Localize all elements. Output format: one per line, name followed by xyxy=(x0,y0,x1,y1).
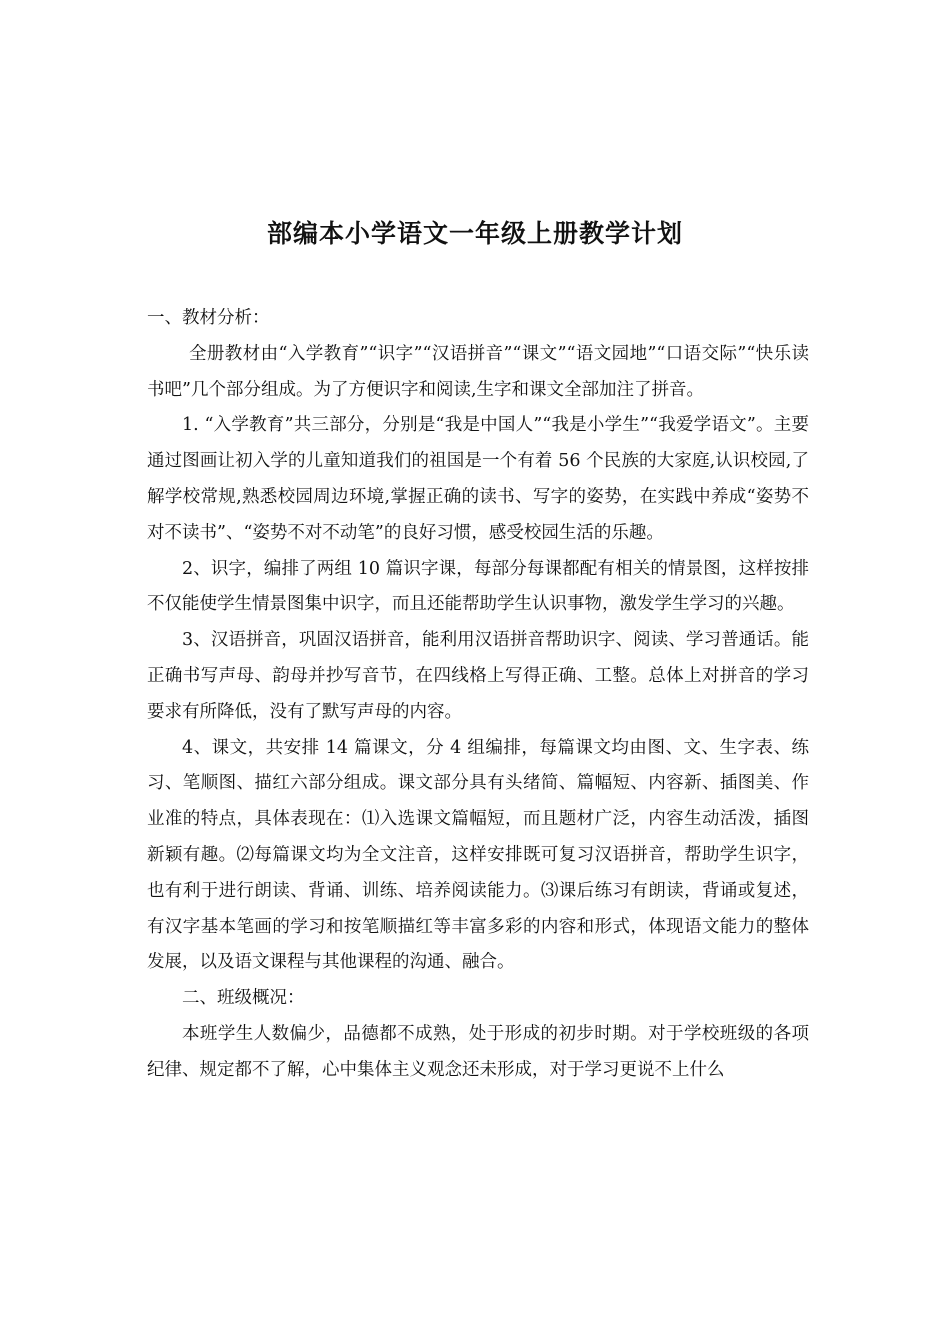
section-heading-class-overview: 二、班级概况： xyxy=(182,988,305,1009)
paragraph-overview: 全册教材由“入学教育”“识字”“汉语拼音”“课文”“语文园地”“口语交际”“快乐读书吧”几个部分组成。为了方便识字和阅读,生字和课文全部加注了拼音。 xyxy=(147,343,809,400)
document-body xyxy=(147,301,809,1089)
section-heading-textbook-analysis: 一、教材分析： xyxy=(147,308,270,328)
paragraph-item-2: 2、识字，编排了两组 10 篇识字课，每部分每课都配有相关的情景图，这样按排不仅能使学生情景图集中识字，而且还能帮助学生认识事物，激发学生学习的兴趣。 xyxy=(147,558,809,615)
paragraph-item-4: 4、课文，共安排 14 篇课文，分 4 组编排，每篇课文均由图、文、生字表、练习、笔顺图、描红六部分组成。课文部分具有头绪简、篇幅短、内容新、插图美、作业准的特点，具体表现在：⑴入选课文篇幅短，而且题材广泛，内容生动活泼，插图新颖有趣。⑵每篇课文均为全文注音，这样安排既可复习汉语拼音，帮助学生识字，也有利于进行朗读、背诵、训练、培养阅读能力。⑶课后练习有朗读，背诵或复述，有汉字基本笔画的学习和按笔顺描红等丰富多彩的内容和形式，体现语文能力的整体发展，以及语文课程与其他课程的沟通、融合。 xyxy=(147,737,809,973)
document-title: 部编本小学语文一年级上册教学计划 xyxy=(266,219,683,248)
paragraph-class-overview: 本班学生人数偏少，品德都不成熟，处于形成的初步时期。对于学校班级的各项纪律、规定都不了解，心中集体主义观念还未形成，对于学习更说不上什么 xyxy=(147,1023,809,1080)
paragraph-item-3: 3、汉语拼音，巩固汉语拼音，能利用汉语拼音帮助识字、阅读、学习普通话。能正确书写声母、韵母并抄写音节，在四线格上写得正确、工整。总体上对拼音的学习要求有所降低，没有了默写声母的内容。 xyxy=(147,630,809,722)
paragraph-item-1: 1. “入学教育”共三部分，分别是“我是中国人”“我是小学生”“我爱学语文”。主要通过图画让初入学的儿童知道我们的祖国是一个有着 56 个民族的大家庭,认识校园,了解学校常规,熟悉校园周边环境,掌握正确的读书、写字的姿势，在实践中养成“姿势不对不读书”、“姿势不对不动笔”的良好习惯，感受校园生活的乐趣。 xyxy=(147,415,809,543)
